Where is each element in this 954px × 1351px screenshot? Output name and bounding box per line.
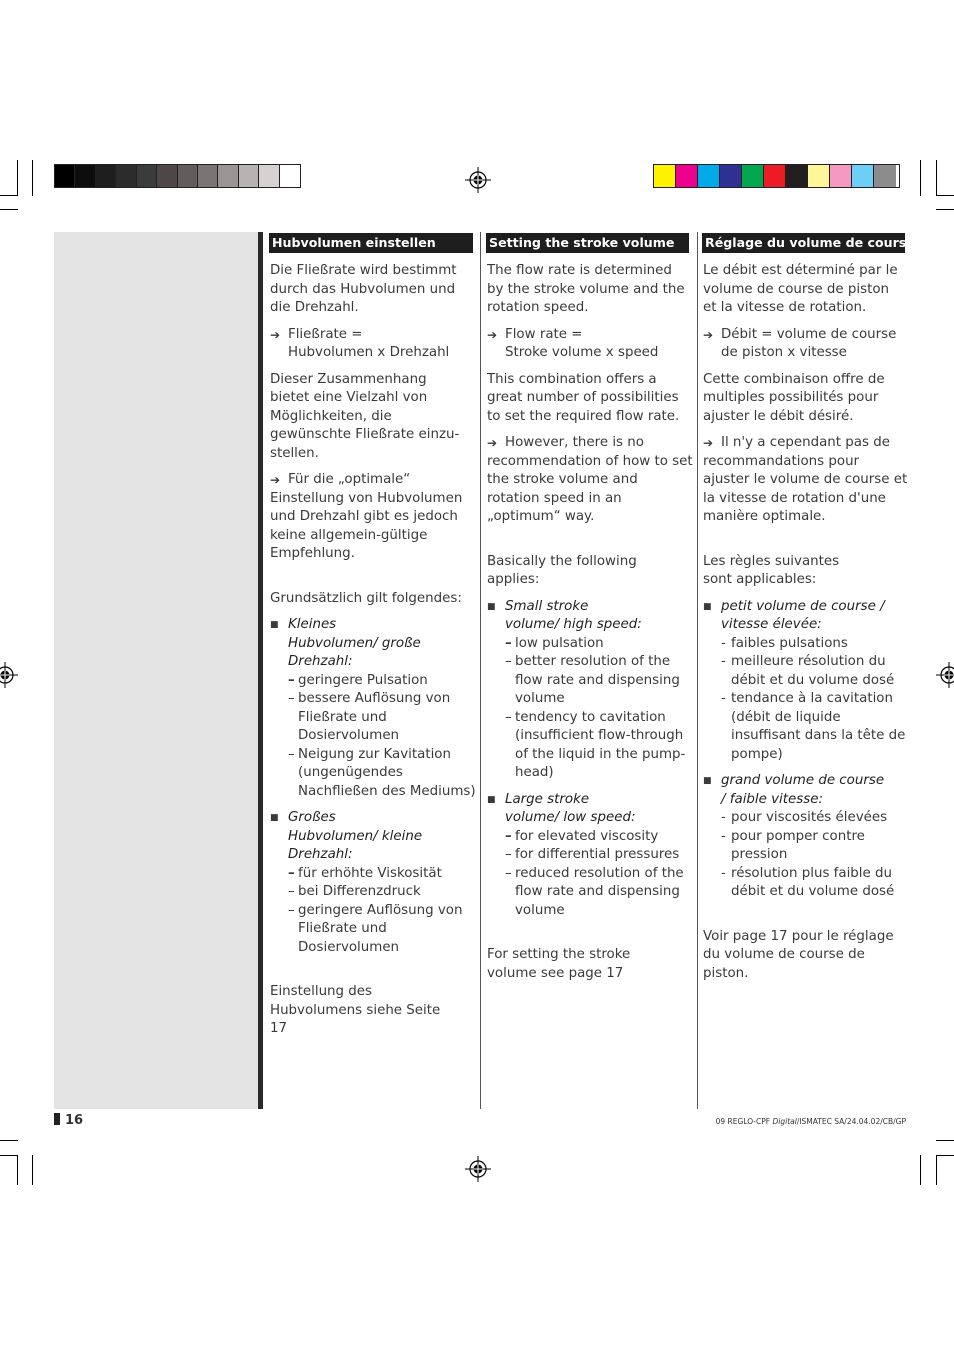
color-swatch — [218, 165, 238, 187]
bullet-sub-item — [505, 865, 693, 921]
bullet-sub-item-text: Neigung zur Kavitation (ungenügendes Nachfließen des Mediums) — [298, 746, 476, 799]
formula-line: de piston x vitesse — [721, 345, 847, 360]
bullet-items — [721, 809, 909, 902]
reference-note: For setting the stroke volume see page 17 — [487, 947, 631, 981]
crop-mark — [32, 1155, 33, 1185]
column-divider — [697, 232, 698, 1109]
color-swatch — [96, 165, 116, 187]
note — [703, 434, 909, 527]
square-bullet-icon: ■ — [270, 813, 279, 823]
section-heading: Hubvolumen einstellen — [269, 233, 473, 253]
arrow-right-icon: ➔ — [703, 436, 714, 450]
color-swatch — [808, 165, 830, 187]
color-swatch — [764, 165, 786, 187]
dash-marker: – — [505, 847, 512, 862]
note-text: Für die „optimale“ Einstellung von Hubvolumen und Drehzahl gibt es jedoch keine allgemein-gültige Empfehlung. — [270, 472, 463, 561]
bullet-title: Großes Hubvolumen/ kleine Drehzahl: — [288, 810, 423, 862]
color-swatch — [720, 165, 742, 187]
registration-mark-icon — [465, 167, 491, 193]
color-calibration-bar — [653, 164, 900, 188]
dash-marker: – — [505, 654, 512, 669]
bullet-sub-item — [505, 828, 693, 847]
bullet-sub-item-text: tendance à la cavitation (débit de liquide insuffisant dans la tête de pompe) — [731, 691, 906, 762]
bullet-block — [270, 809, 476, 957]
crop-mark — [0, 209, 18, 210]
registration-mark-icon — [465, 1156, 491, 1182]
dash-marker: – — [288, 884, 295, 899]
color-swatch — [116, 165, 136, 187]
bullet-sub-item-text: for elevated viscosity — [515, 828, 659, 844]
section-heading: Réglage du volume de course — [702, 233, 905, 253]
page-marker — [54, 1113, 60, 1125]
dash-marker: – — [288, 865, 295, 881]
bullet-sub-item — [288, 865, 476, 884]
bullet-sub-item — [721, 690, 909, 764]
arrow-right-icon: ➔ — [270, 327, 281, 342]
footer-text: 09 REGLO-CPF — [715, 1117, 773, 1126]
crop-mark — [0, 1155, 18, 1156]
bullet-sub-item — [505, 635, 693, 654]
bullet-sub-item — [288, 902, 476, 958]
section-heading: Setting the stroke volume — [486, 233, 689, 253]
bullet-items — [288, 865, 476, 958]
dash-marker: - — [721, 828, 726, 844]
registration-mark-icon — [936, 662, 954, 688]
dash-marker: - — [721, 691, 726, 706]
bullet-block — [703, 772, 909, 902]
note-text: Il n'y a cependant pas de recommandations pour ajuster le volume de course et la vitesse de rotation d'une manière optimale. — [703, 435, 908, 524]
bullet-sub-item-text: geringere Pulsation — [298, 672, 428, 688]
bullet-sub-item — [721, 809, 909, 828]
crop-mark — [17, 1155, 18, 1185]
bullet-sub-item-text: bessere Auflösung von Fließrate und Dosiervolumen — [298, 691, 451, 743]
dash-marker: – — [288, 691, 295, 706]
color-swatch — [259, 165, 279, 187]
bullet-sub-item — [288, 883, 476, 902]
column-english — [487, 233, 693, 991]
note-text: However, there is no recommendation of how to set the stroke volume and rotation speed in an „optimum“ way. — [487, 435, 693, 524]
margin-panel — [54, 232, 259, 1109]
crop-mark — [936, 1155, 954, 1156]
color-swatch — [698, 165, 720, 187]
bullet-sub-item — [288, 746, 476, 802]
bullet-sub-item-text: better resolution of the flow rate and dispensing volume — [515, 654, 680, 706]
color-swatch — [55, 165, 75, 187]
crop-mark — [936, 1140, 954, 1141]
bullet-sub-item-text: faibles pulsations — [731, 635, 848, 651]
bullet-title: Large stroke volume/ low speed: — [505, 791, 636, 825]
bullet-block — [487, 791, 693, 921]
dash-marker: – — [505, 865, 512, 881]
bullet-sub-item-text: für erhöhte Viskosität — [298, 865, 442, 881]
bullet-sub-item — [721, 635, 909, 654]
arrow-right-icon: ➔ — [703, 327, 714, 342]
footer-text-italic: Digital — [772, 1117, 797, 1126]
formula — [703, 326, 909, 363]
paragraph: This combination offers a great number of possibilities to set the required flow rate. — [487, 371, 680, 424]
square-bullet-icon: ■ — [487, 601, 496, 612]
dash-marker: – — [288, 746, 295, 762]
dash-marker: – — [505, 828, 512, 844]
bullet-sub-item — [288, 690, 476, 746]
color-swatch — [178, 165, 198, 187]
document-footer — [716, 1117, 906, 1126]
formula-line: Hubvolumen x Drehzahl — [288, 345, 450, 360]
bullet-sub-item — [721, 653, 909, 690]
dash-marker: – — [505, 709, 512, 725]
crop-mark — [936, 209, 954, 210]
registration-mark-icon — [0, 662, 18, 688]
formula-line: Fließrate = — [288, 326, 363, 342]
formula-line: Débit = volume de course — [721, 326, 897, 342]
color-swatch — [198, 165, 218, 187]
crop-mark — [32, 160, 33, 196]
square-bullet-icon: ■ — [703, 601, 712, 612]
bullet-sub-item-text: tendency to cavitation (insufficient flow-through of the liquid in the pump-head) — [515, 709, 686, 780]
bullet-title: Kleines Hubvolumen/ große Drehzahl: — [288, 617, 421, 669]
crop-mark — [17, 160, 18, 196]
bullet-block — [703, 598, 909, 765]
bullet-sub-item — [288, 672, 476, 691]
paragraph: Grundsätzlich gilt folgendes: — [270, 590, 462, 606]
bullet-sub-item — [505, 653, 693, 709]
crop-mark — [936, 160, 937, 196]
formula — [487, 326, 693, 363]
bullet-sub-item — [721, 828, 909, 865]
color-swatch — [654, 165, 676, 187]
formula-line: Flow rate = — [505, 326, 583, 342]
crop-mark — [920, 1155, 921, 1185]
bullet-items — [288, 672, 476, 802]
paragraph: Dieser Zusammenhang bietet eine Vielzahl von Möglichkeiten, die gewünschte Fließrate einzu-stellen. — [270, 371, 460, 461]
bullet-items — [505, 828, 693, 921]
dash-marker: – — [288, 672, 295, 688]
dash-marker: – — [505, 635, 512, 651]
dash-marker: - — [721, 635, 726, 651]
arrow-right-icon: ➔ — [487, 436, 498, 450]
color-swatch — [75, 165, 95, 187]
color-swatch — [874, 165, 896, 187]
bullet-items — [505, 635, 693, 783]
reference-note: Einstellung des Hubvolumens siehe Seite 17 — [270, 984, 441, 1036]
bullet-sub-item — [721, 865, 909, 902]
margin-rule — [258, 232, 263, 1109]
crop-mark — [936, 1155, 937, 1185]
color-swatch — [852, 165, 874, 187]
arrow-right-icon: ➔ — [487, 327, 498, 342]
color-swatch — [137, 165, 157, 187]
color-swatch — [676, 165, 698, 187]
color-swatch — [280, 165, 300, 187]
bullet-title: petit volume de course / vitesse élevée: — [721, 598, 885, 632]
bullet-sub-item — [505, 709, 693, 783]
bullet-sub-item-text: for differential pressures — [515, 847, 680, 862]
bullet-items — [721, 635, 909, 765]
paragraph: Les règles suivantes sont applicables: — [703, 553, 840, 587]
square-bullet-icon: ■ — [703, 776, 712, 786]
bullet-sub-item-text: pour pomper contre pression — [731, 828, 865, 862]
dash-marker: - — [721, 654, 726, 669]
grayscale-calibration-bar — [54, 164, 301, 188]
color-swatch — [742, 165, 764, 187]
bullet-sub-item-text: reduced resolution of the flow rate and dispensing volume — [515, 865, 684, 918]
page-number-text: 16 — [65, 1113, 84, 1128]
bullet-title: Small stroke volume/ high speed: — [505, 598, 642, 632]
paragraph: Basically the following applies: — [487, 553, 637, 587]
bullet-sub-item-text: geringere Auflösung von Fließrate und Dosiervolumen — [298, 902, 463, 955]
column-german — [270, 233, 476, 1047]
footer-text: /ISMATEC SA/24.04.02/CB/GP — [796, 1117, 906, 1126]
color-swatch — [786, 165, 808, 187]
crop-mark — [936, 195, 954, 196]
formula — [270, 326, 476, 363]
paragraph: Cette combinaison offre de multiples possibilités pour ajuster le débit désiré. — [703, 371, 885, 424]
note — [487, 434, 693, 527]
dash-marker: - — [721, 810, 726, 825]
bullet-sub-item-text: bei Differenzdruck — [298, 884, 421, 899]
color-swatch — [830, 165, 852, 187]
crop-mark — [0, 1140, 18, 1141]
bullet-block — [270, 616, 476, 801]
intro-paragraph: Die Fließrate wird bestimmt durch das Hubvolumen und die Drehzahl. — [270, 263, 457, 315]
column-divider — [480, 232, 481, 1109]
square-bullet-icon: ■ — [270, 620, 279, 630]
intro-paragraph: Le débit est déterminé par le volume de course de piston et la vitesse de rotation. — [703, 263, 898, 315]
bullet-sub-item-text: low pulsation — [515, 635, 604, 651]
crop-mark — [0, 195, 18, 196]
crop-mark — [920, 160, 921, 196]
intro-paragraph: The flow rate is determined by the stroke volume and the rotation speed. — [487, 263, 685, 315]
color-swatch — [239, 165, 259, 187]
dash-marker: – — [288, 902, 295, 918]
arrow-right-icon: ➔ — [270, 473, 281, 487]
bullet-sub-item-text: meilleure résolution du débit et du volume dosé — [731, 654, 895, 688]
bullet-sub-item-text: résolution plus faible du débit et du volume dosé — [731, 865, 895, 899]
bullet-sub-item-text: pour viscosités élevées — [731, 810, 888, 825]
formula-line: Stroke volume x speed — [505, 345, 659, 360]
square-bullet-icon: ■ — [487, 794, 496, 805]
bullet-block — [487, 598, 693, 783]
note — [270, 471, 476, 564]
reference-note: Voir page 17 pour le réglage du volume de course de piston. — [703, 928, 894, 981]
dash-marker: - — [721, 865, 726, 881]
bullet-title: grand volume de course / faible vitesse: — [721, 773, 885, 807]
color-swatch — [157, 165, 177, 187]
page-number — [54, 1113, 83, 1128]
column-french — [703, 233, 915, 991]
bullet-sub-item — [505, 846, 693, 865]
